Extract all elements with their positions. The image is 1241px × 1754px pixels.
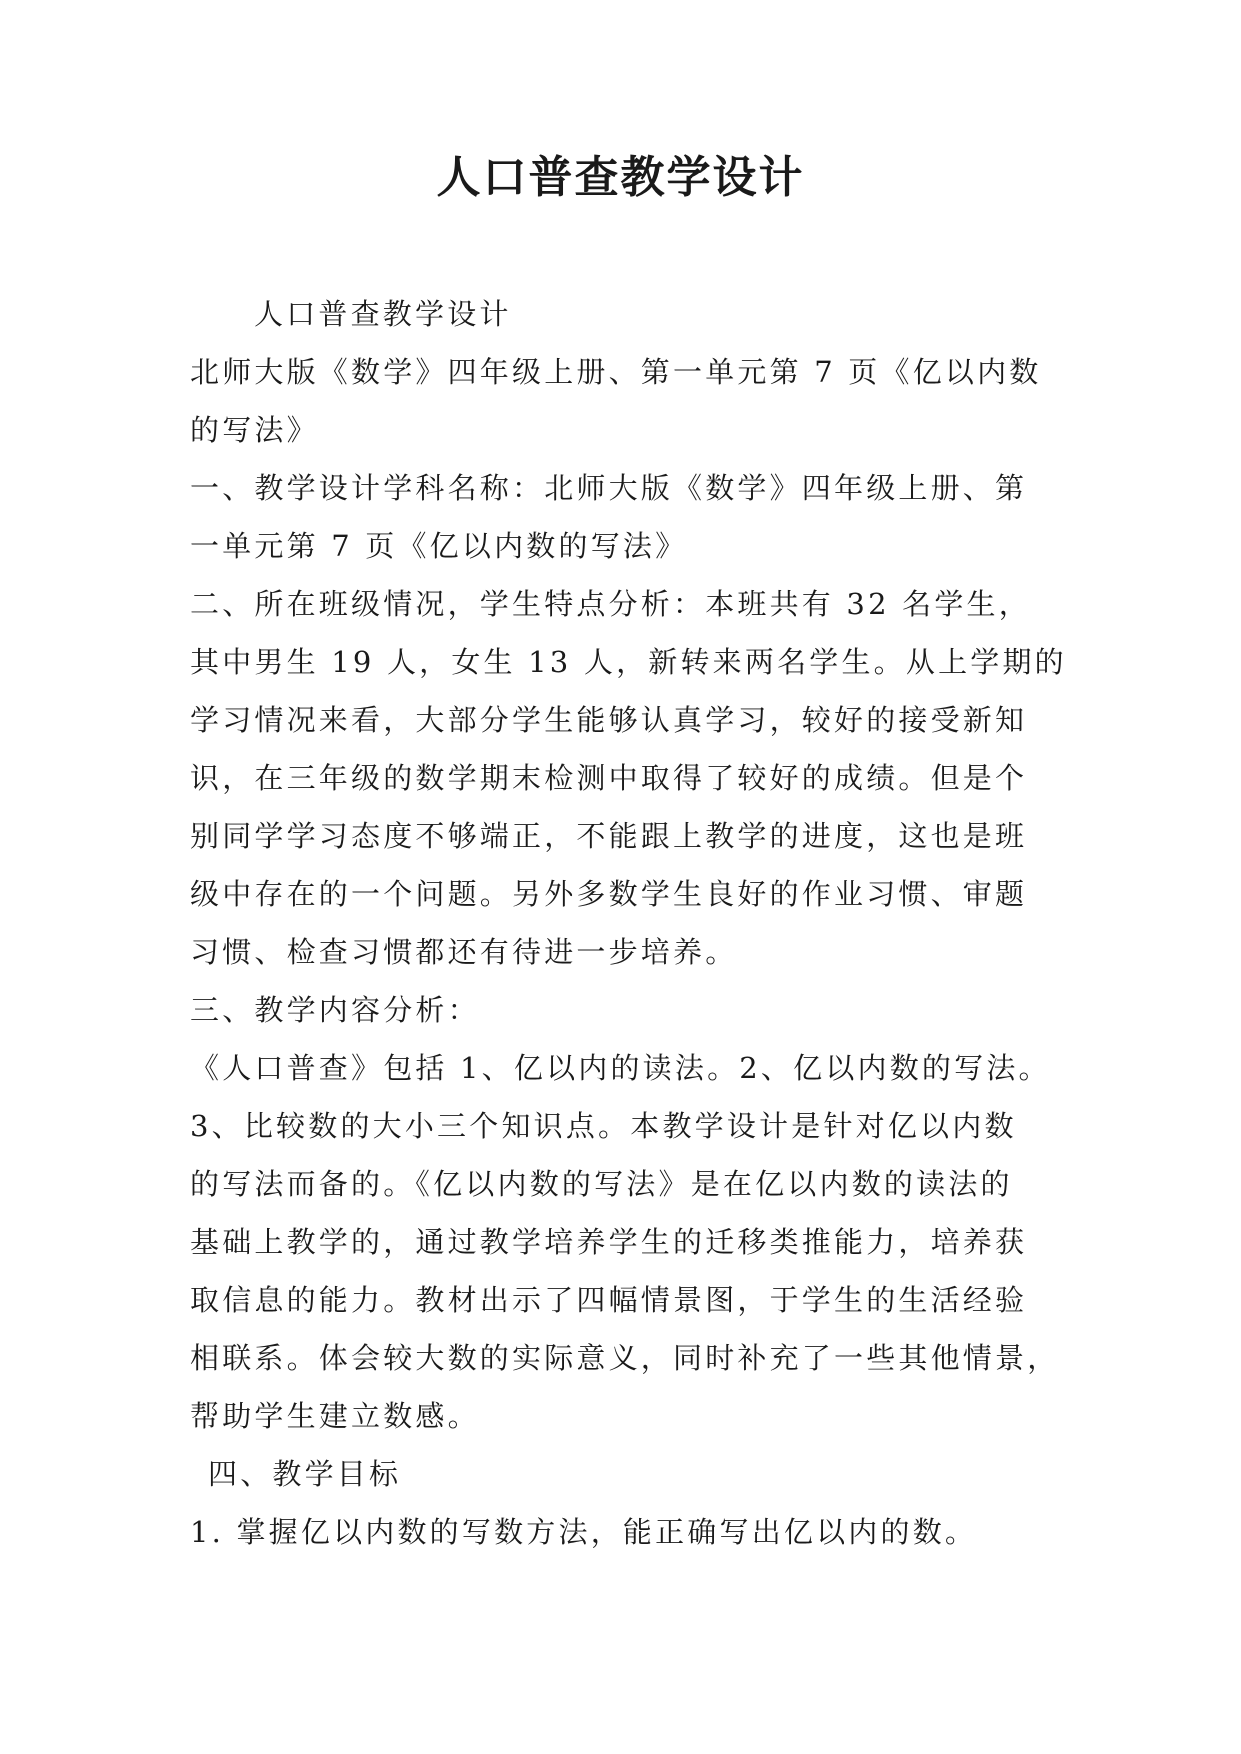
paragraph-line: 级中存在的一个问题。另外多数学生良好的作业习惯、审题 <box>190 877 1028 911</box>
paragraph-line: 识，在三年级的数学期末检测中取得了较好的成绩。但是个 <box>190 761 1028 795</box>
paragraph-line: 帮助学生建立数感。 <box>190 1399 480 1433</box>
paragraph-line: 北师大版《数学》四年级上册、第一单元第 7 页《亿以内数 <box>190 355 1042 389</box>
paragraph-line: 3、比较数的大小三个知识点。本教学设计是针对亿以内数 <box>190 1109 1017 1143</box>
paragraph-line: 学习情况来看，大部分学生能够认真学习，较好的接受新知 <box>190 703 1028 737</box>
list-item: 1. 掌握亿以内数的写数方法，能正确写出亿以内的数。 <box>190 1515 978 1549</box>
document-title: 人口普查教学设计 <box>436 152 805 203</box>
document-body <box>190 285 1067 1561</box>
section-heading-2: 二、所在班级情况，学生特点分析：本班共有 32 名学生， <box>190 587 1031 621</box>
paragraph-line: 基础上教学的，通过教学培养学生的迁移类推能力，培养获 <box>190 1225 1028 1259</box>
section-heading-3: 三、教学内容分析： <box>190 993 480 1027</box>
paragraph-line: 的写法》 <box>190 413 319 447</box>
paragraph-line: 习惯、检查习惯都还有待进一步培养。 <box>190 935 738 969</box>
paragraph-line: 其中男生 19 人，女生 13 人，新转来两名学生。从上学期的 <box>190 645 1067 679</box>
paragraph-line: 相联系。体会较大数的实际意义，同时补充了一些其他情景， <box>190 1341 1060 1375</box>
paragraph-line: 别同学学习态度不够端正，不能跟上教学的进度，这也是班 <box>190 819 1028 853</box>
section-heading-4: 四、教学目标 <box>208 1457 402 1491</box>
section-heading-1: 一、教学设计学科名称：北师大版《数学》四年级上册、第 <box>190 471 1028 505</box>
subtitle-line: 人口普查教学设计 <box>254 297 512 331</box>
paragraph-line: 的写法而备的。《亿以内数的写法》是在亿以内数的读法的 <box>190 1167 1013 1201</box>
paragraph-line: 一单元第 7 页《亿以内数的写法》 <box>190 529 688 563</box>
paragraph-line: 取信息的能力。教材出示了四幅情景图，于学生的生活经验 <box>190 1283 1028 1317</box>
paragraph-line: 《人口普查》包括 1、亿以内的读法。2、亿以内数的写法。 <box>190 1051 1051 1085</box>
